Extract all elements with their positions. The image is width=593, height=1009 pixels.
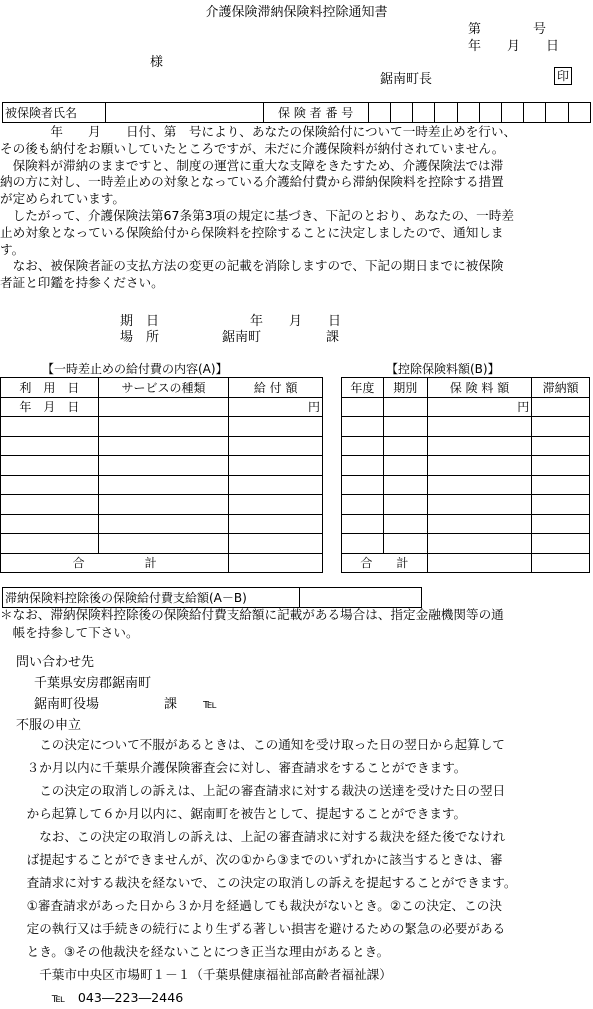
insurer-number-digit[interactable] <box>546 103 568 123</box>
appeal-label: 不服の申立 <box>16 718 82 733</box>
issue-date: 年 月 日 <box>468 39 560 54</box>
table-row <box>1 495 323 515</box>
table-row <box>342 534 590 554</box>
insured-table <box>2 102 591 123</box>
mayor-label: 鋸南町長 <box>380 72 433 87</box>
insurer-number-digit[interactable] <box>457 103 479 123</box>
insurer-number-digit[interactable] <box>479 103 501 123</box>
table-b-total-row: 合 計 <box>342 553 590 573</box>
table-row <box>342 417 590 437</box>
notice-place-label: 場 所 <box>120 330 160 345</box>
document-title: 介護保険滞納保険料控除通知書 <box>205 5 388 20</box>
insurer-number-digit[interactable] <box>390 103 412 123</box>
recipient-honorific: 様 <box>150 55 164 70</box>
table-row <box>342 475 590 495</box>
table-row <box>342 456 590 476</box>
insurer-number-digit[interactable] <box>413 103 435 123</box>
table-a-caption: 【一時差止めの給付費の内容(A)】 <box>42 362 228 376</box>
insurer-number-digit[interactable] <box>435 103 457 123</box>
document-number: 第 号 <box>468 22 547 37</box>
notice-date-label: 期 日 <box>120 314 160 329</box>
summary-amount-field[interactable] <box>300 588 422 608</box>
table-a-header: 利 用 日 サービスの種類 給 付 額 <box>1 378 323 398</box>
table-row <box>1 475 323 495</box>
note-text: ＊なお、滞納保険料控除後の保険給付費支給額に記載がある場合は、指定金融機関等の通 帳を持参して下さい。 <box>0 607 504 640</box>
contact-label: 問い合わせ先 <box>16 655 95 670</box>
seal-box: 印 <box>554 67 572 85</box>
table-row <box>1 417 323 437</box>
table-b <box>341 377 590 573</box>
notice-place-value: 鋸南町 課 <box>222 330 340 345</box>
table-row <box>1 514 323 534</box>
insurer-number-digit[interactable] <box>368 103 390 123</box>
table-row <box>342 514 590 534</box>
body-text: 年 月 日付、第 号により、あなたの保険給付について一時差止めを行い、 その後も納付をお願いしていたところですが、未だに介護保険料が納付されていません。 保険料が滞納のままですと、制度の運営に重大な支障をきたすため、介護保険法では滞 納の方に対し、一時差止めの対象となっている介護給付費から滞納保険料を控除する措置 が定められています。 したがって、介護保険法第67条第3項の規定に基づき、下記のとおり、あなたの、一時差 止め対象となっている保険給付から保険料を控除することに決定しましたので、通知しま す。 なお、被保険者証の支払方法の変更の記載を消除しますので、下記の期日までに被保険 者証と印鑑を持参ください。 <box>0 124 517 291</box>
contact-address: 千葉県安房郡鋸南町 <box>34 676 152 691</box>
table-row: 円 <box>342 397 590 417</box>
insured-name-field[interactable] <box>106 103 264 123</box>
insurer-number-digit[interactable] <box>524 103 546 123</box>
insurer-number-label: 保 険 者 番 号 <box>263 103 368 123</box>
table-row <box>342 436 590 456</box>
notice-date-value: 年 月 日 <box>250 314 342 329</box>
table-row: 年 月 日 円 <box>1 397 323 417</box>
table-b-header: 年度 期別 保 険 料 額 滞納額 <box>342 378 590 398</box>
insurer-number-digit[interactable] <box>502 103 524 123</box>
table-row <box>1 436 323 456</box>
table-row <box>1 456 323 476</box>
summary-label: 滞納保険料控除後の保険給付費支給額(A－B) <box>3 588 300 608</box>
table-row <box>1 534 323 554</box>
contact-office: 鋸南町役場 課 ℡ <box>34 697 217 712</box>
insurer-number-digit[interactable] <box>568 103 590 123</box>
summary-table <box>2 587 422 608</box>
insured-name-label: 被保険者氏名 <box>3 103 106 123</box>
table-row <box>342 495 590 515</box>
table-a <box>0 377 323 573</box>
table-a-total-row: 合 計 <box>1 553 323 573</box>
table-b-caption: 【控除保険料額(B)】 <box>386 362 500 376</box>
appeal-text: この決定について不服があるときは、この通知を受け取った日の翌日から起算して ３か月以内に千葉県介護保険審査会に対し、審査請求をすることができます。 この決定の取消しの訴えは、上記の審査請求に対する裁決の送達を受けた日の翌日 から起算して６か月以内に、鋸南町を被告として、提起することができます。 なお、この決定の取消しの訴えは、上記の審査請求に対する裁決を経た後でなけれ ば提起することができませんが、次の①から③までのいずれかに該当するときは、審 査請求に対する裁決を経ないで、この決定の取消しの訴えを提起することができます。 ①審査請求があった日から３か月を経過しても裁決がないとき。②この決定、この決 定の執行又は手続きの続行により生ずる著しい損害を避けるための緊急の必要がある とき。③その他裁決を経ないことにつき正当な理由があるとき。 千葉市中央区市場町１－１（千葉県健康福祉部高齢者福祉課） ℡ 043―223―2446 <box>14 737 517 1005</box>
